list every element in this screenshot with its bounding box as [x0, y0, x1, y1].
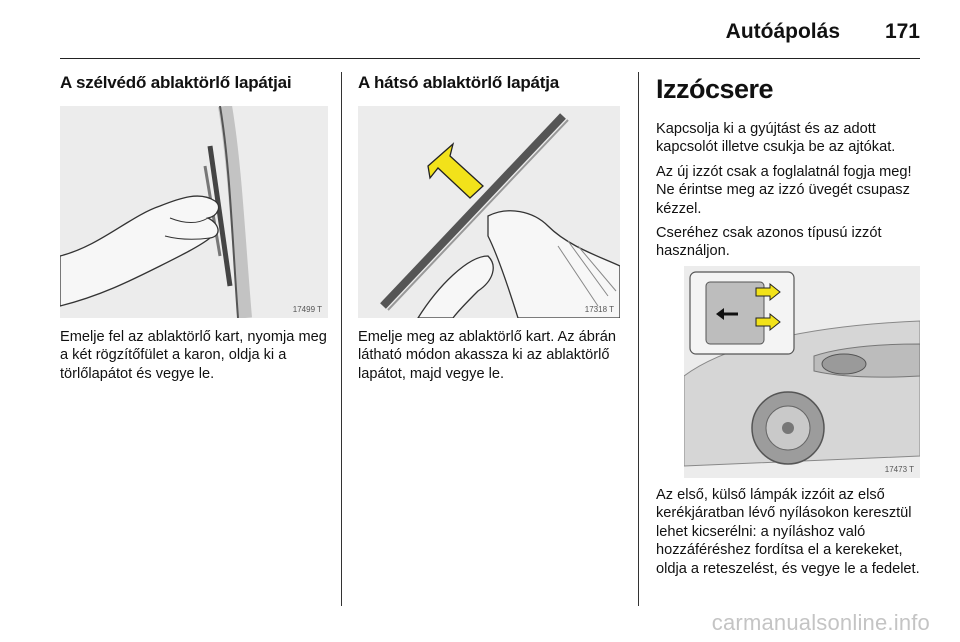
- section-title: Autóápolás: [725, 20, 840, 43]
- front-wiper-text: Emelje fel az ablaktörlő kart, nyomja meg a két rögzítőfület a karon, oldja ki a törlőlapátot és vegye le.: [60, 329, 327, 382]
- column-divider: [341, 72, 342, 606]
- column-rear-wiper: [358, 72, 620, 606]
- page-header: [60, 14, 920, 59]
- rear-wiper-illustration: [358, 106, 620, 318]
- bulb-paragraph-1: Kapcsolja ki a gyújtást és az adott kapcsolót illetve csukja be az ajtókat.: [656, 121, 896, 156]
- watermark: carmanualsonline.info: [711, 610, 930, 635]
- page-number: 171: [884, 20, 920, 43]
- figure-number: 17499 T: [292, 305, 322, 314]
- column-divider: [638, 72, 639, 606]
- bulb-paragraph-4: Az első, külső lámpák izzóit az első kerékjáratban lévő nyílásokon keresztül lehet kicserélni: a nyíláshoz való hozzáféréshez fordítsa el a kerekeket, oldja a reteszelést, és vegye le a fedelet.: [656, 487, 920, 577]
- rear-wiper-text: Emelje meg az ablaktörlő kart. Az ábrán látható módon akassza ki az ablaktörlő lapátot, majd vegye le.: [358, 329, 616, 382]
- rear-wiper-drawing: [358, 106, 620, 318]
- car-wheel-arch-drawing: [684, 266, 920, 478]
- figure-number: 17473 T: [884, 465, 914, 474]
- bulb-paragraph-2: Az új izzót csak a foglalatnál fogja meg! Ne érintse meg az izzó üvegét csupasz kézzel.: [656, 163, 912, 217]
- figure-number: 17318 T: [584, 305, 614, 314]
- rear-wiper-heading: A hátsó ablaktörlő lapátja: [358, 73, 560, 92]
- front-wiper-heading: A szélvédő ablaktörlő lapátjai: [60, 73, 292, 92]
- bulb-replacement-heading: Izzócsere: [656, 74, 774, 104]
- bulb-paragraph-3: Cseréhez csak azonos típusú izzót használjon.: [656, 225, 882, 260]
- column-front-wiper: [60, 72, 328, 606]
- front-wiper-illustration: [60, 106, 328, 318]
- headlamp-access-illustration: [684, 266, 920, 478]
- column-bulb-replacement: [656, 72, 926, 606]
- hand-wiper-drawing: [60, 106, 328, 318]
